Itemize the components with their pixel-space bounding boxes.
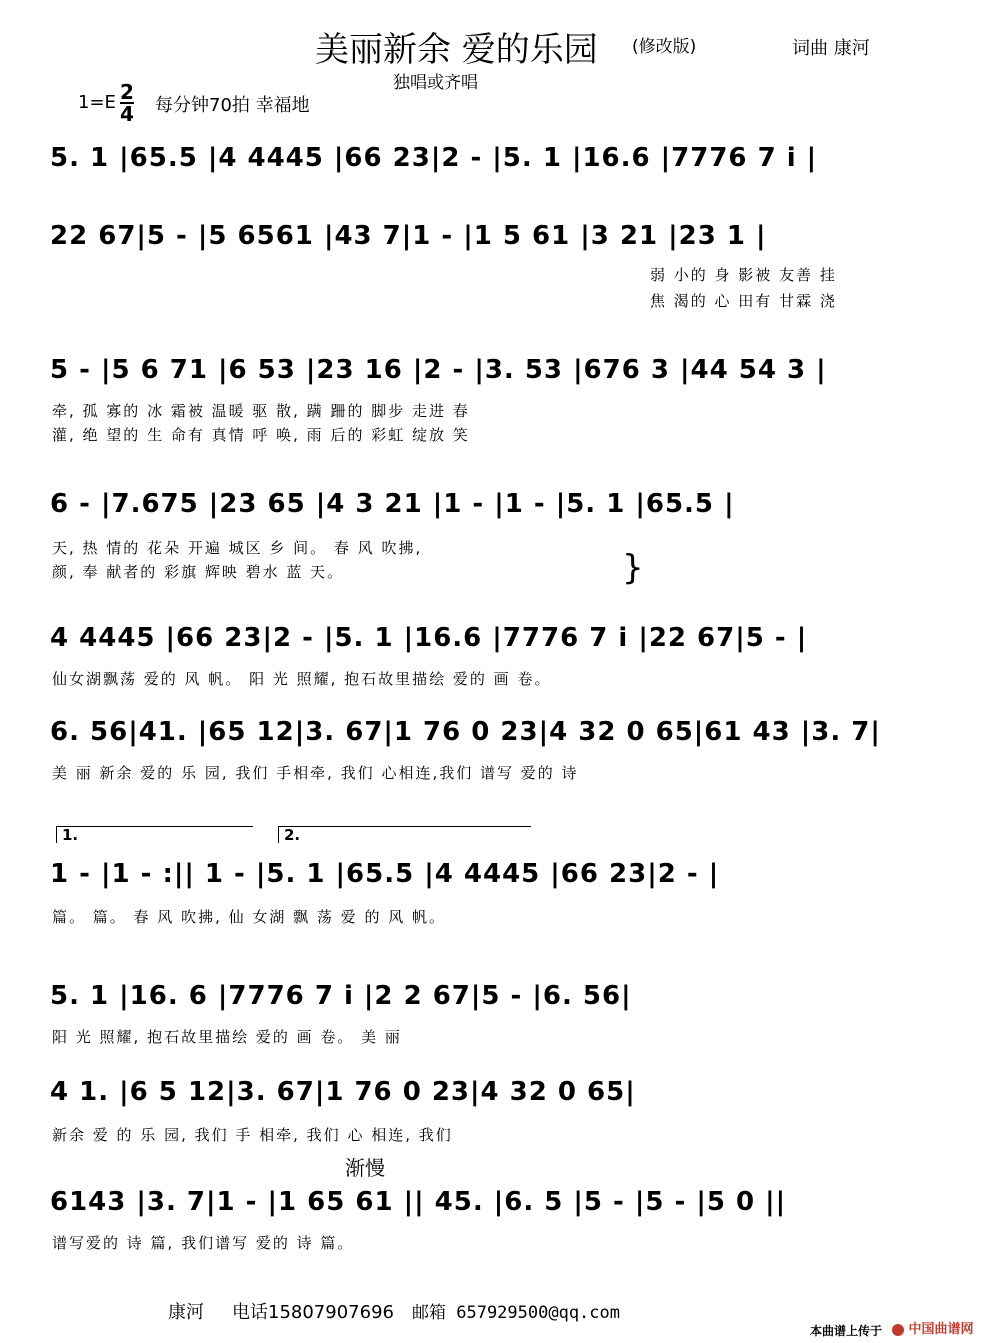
tempo-change-marking: 渐慢 (345, 1156, 385, 1180)
volta-first-label: 1. (62, 826, 79, 844)
volta-second-bracket (278, 826, 531, 843)
notation-row-6: 6. 56|41. |65 12|3. 67|1 76 0 23|4 32 0 65|61 43 |3. 7| (50, 717, 881, 747)
lyrics-row-8: 阳 光 照耀, 抱石故里描绘 爱的 画 卷。 美 丽 (52, 1028, 402, 1046)
notation-row-1: 5. 1 |65.5 |4 4445 |66 23|2 - |5. 1 |16.6 |7776 7 i | (50, 143, 818, 173)
lyrics-row-6: 美 丽 新余 爱的 乐 园, 我们 手相牵, 我们 心相连,我们 谱写 爱的 诗 (52, 764, 579, 782)
time-top: 2 (120, 80, 134, 104)
notation-row-10: 6143 |3. 7|1 - |1 65 61 || 45. |6. 5 |5 - |5 - |5 0 || (50, 1187, 787, 1217)
song-title: 美丽新余 爱的乐园 (315, 30, 598, 70)
footer-phone: 电话15807907696 (232, 1302, 394, 1323)
lyrics-row-3-verse-1: 牵, 孤 寡的 冰 霜被 温暖 驱 散, 蹒 跚的 脚步 走进 春 (52, 402, 470, 420)
verse-brace: } (622, 548, 644, 588)
time-bottom: 4 (120, 102, 134, 126)
lyrics-row-10: 谱写爱的 诗 篇, 我们谱写 爱的 诗 篇。 (52, 1234, 355, 1252)
notation-row-9: 4 1. |6 5 12|3. 67|1 76 0 23|4 32 0 65| (50, 1077, 636, 1107)
lyrics-row-2-verse-2: 焦 渴的 心 田有 甘霖 浇 (650, 292, 837, 310)
upload-notice: 本曲谱上传于 (810, 1324, 883, 1338)
lyrics-row-9: 新余 爱 的 乐 园, 我们 手 相牵, 我们 心 相连, 我们 (52, 1126, 453, 1144)
notation-row-2: 22 67|5 - |5 6561 |43 7|1 - |1 5 61 |3 21 |23 1 | (50, 221, 767, 251)
lyrics-row-3-verse-2: 灌, 绝 望的 生 命有 真情 呼 唤, 雨 后的 彩虹 绽放 笑 (52, 426, 470, 444)
lyrics-row-4-verse-1: 天, 热 情的 花朵 开遍 城区 乡 间。 春 风 吹拂, (52, 539, 423, 557)
credits: 词曲 康河 (792, 38, 870, 59)
site-logo-icon (892, 1324, 904, 1336)
notation-row-5: 4 4445 |66 23|2 - |5. 1 |16.6 |7776 7 i |22 67|5 - | (50, 623, 808, 653)
footer-email: 邮箱 657929500@qq.com (412, 1303, 620, 1323)
volta-first-bracket (56, 826, 253, 843)
volta-second-label: 2. (284, 826, 301, 844)
revision-label: (修改版) (632, 37, 697, 57)
site-logo-text: 中国曲谱网 (908, 1322, 974, 1337)
notation-row-4: 6 - |7.675 |23 65 |4 3 21 |1 - |1 - |5. 1 |65.5 | (50, 489, 735, 519)
lyrics-row-7: 篇。 篇。 春 风 吹拂, 仙 女湖 飘 荡 爱 的 风 帆。 (52, 908, 446, 926)
notation-row-8: 5. 1 |16. 6 |7776 7 i |2 2 67|5 - |6. 56| (50, 981, 632, 1011)
footer-author: 康河 (168, 1302, 204, 1323)
site-logo[interactable] (892, 1318, 974, 1337)
lyrics-row-5: 仙女湖飘荡 爱的 风 帆。 阳 光 照耀, 抱石故里描绘 爱的 画 卷。 (52, 670, 552, 688)
notation-row-3: 5 - |5 6 71 |6 53 |23 16 |2 - |3. 53 |676 3 |44 54 3 | (50, 355, 827, 385)
performance-note: 独唱或齐唱 (393, 73, 478, 93)
lyrics-row-4-verse-2: 颜, 奉 献者的 彩旗 辉映 碧水 蓝 天。 (52, 563, 345, 581)
key-signature: 1=E (78, 92, 116, 113)
lyrics-row-2-verse-1: 弱 小的 身 影被 友善 挂 (650, 266, 837, 284)
time-signature (120, 82, 134, 124)
tempo-marking: 每分钟70拍 幸福地 (155, 95, 310, 116)
notation-row-7: 1 - |1 - :|| 1 - |5. 1 |65.5 |4 4445 |66 23|2 - | (50, 859, 720, 889)
